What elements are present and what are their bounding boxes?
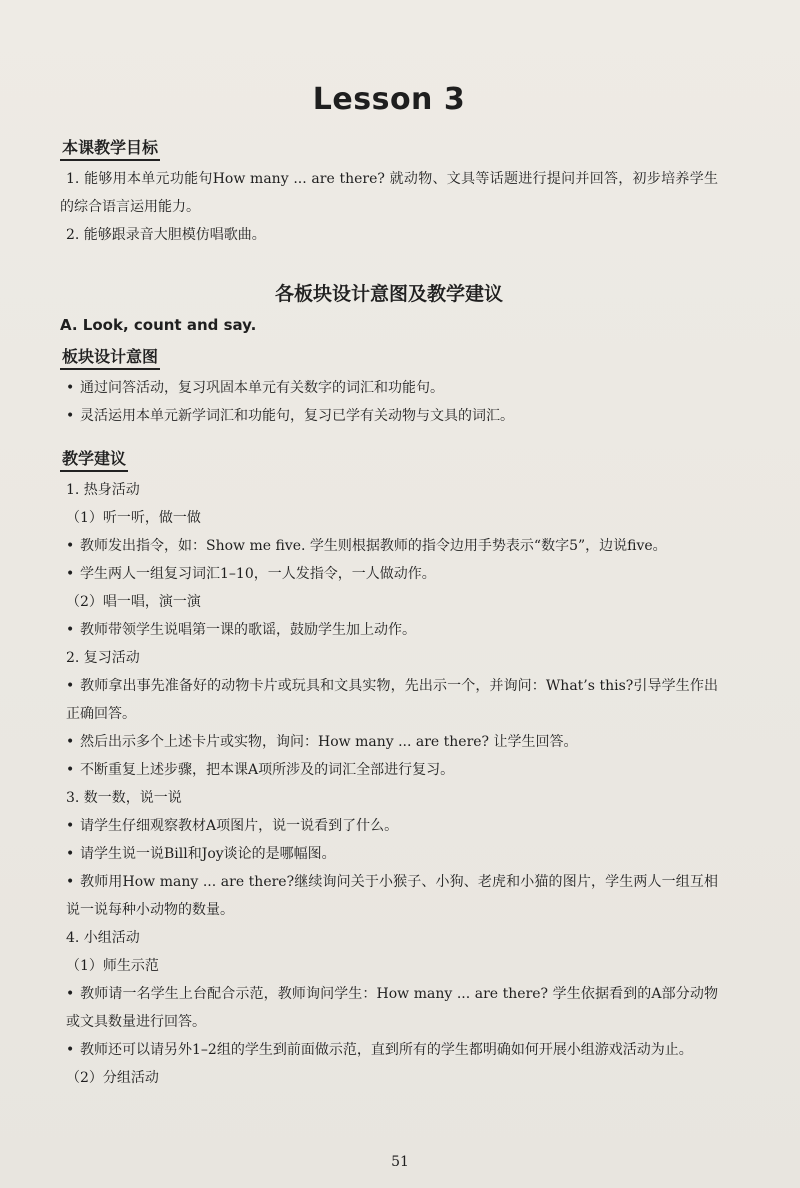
objectives-section xyxy=(60,127,718,249)
teaching-steps xyxy=(60,476,718,1092)
bullet-icon: • xyxy=(66,538,75,554)
intent-heading: 板块设计意图 xyxy=(60,344,160,370)
bullet-icon: • xyxy=(66,874,75,890)
step-subheading: （1）师生示范 xyxy=(66,958,159,974)
objectives-heading: 本课教学目标 xyxy=(60,135,160,161)
lesson-title: Lesson 3 xyxy=(312,82,466,117)
step-heading: 2. 复习活动 xyxy=(66,650,140,666)
bullet-icon: • xyxy=(66,566,75,582)
step-heading: 4. 小组活动 xyxy=(66,930,140,946)
step-subheading: （2）唱一唱，演一演 xyxy=(66,594,201,610)
intent-item: • 通过问答活动，复习巩固本单元有关数字的词汇和功能句。 xyxy=(60,374,718,402)
step-bullet: • 教师带领学生说唱第一课的歌谣，鼓励学生加上动作。 xyxy=(60,616,718,644)
step-bullet: • 学生两人一组复习词汇1–10，一人发指令，一人做动作。 xyxy=(60,560,718,588)
step-bullet: • 请学生仔细观察教材A项图片，说一说看到了什么。 xyxy=(60,812,718,840)
step-bullet: • 教师请一名学生上台配合示范，教师询问学生：How many ... are there? 学生依据看到的A部分动物或文具数量进行回答。 xyxy=(60,980,718,1036)
bullet-icon: • xyxy=(66,380,75,396)
section-a-title: A. Look, count and say. xyxy=(60,316,257,334)
bullet-icon: • xyxy=(66,986,75,1002)
step-bullet: • 教师还可以请另外1–2组的学生到前面做示范，直到所有的学生都明确如何开展小组游戏活动为止。 xyxy=(60,1036,718,1064)
bullet-icon: • xyxy=(66,734,75,750)
step-bullet: • 然后出示多个上述卡片或实物，询问：How many ... are there? 让学生回答。 xyxy=(60,728,718,756)
bullet-icon: • xyxy=(66,1042,75,1058)
bullet-icon: • xyxy=(66,818,75,834)
step-heading: 1. 热身活动 xyxy=(66,482,140,498)
step-subheading: （1）听一听，做一做 xyxy=(66,510,201,526)
bullet-icon: • xyxy=(66,678,75,694)
step-bullet: • 请学生说一说Bill和Joy谈论的是哪幅图。 xyxy=(60,840,718,868)
intent-item: • 灵活运用本单元新学词汇和功能句，复习已学有关动物与文具的词汇。 xyxy=(60,402,718,430)
objective-item-1: 1. 能够用本单元功能句How many ... are there? 就动物、文具等话题进行提问并回答，初步培养学生的综合语言运用能力。 xyxy=(60,171,718,215)
bullet-icon: • xyxy=(66,762,75,778)
step-bullet: • 教师用How many ... are there?继续询问关于小猴子、小狗、老虎和小猫的图片，学生两人一组互相说一说每种小动物的数量。 xyxy=(60,868,718,924)
objective-item-2: 2. 能够跟录音大胆模仿唱歌曲。 xyxy=(66,227,266,243)
step-bullet: • 教师拿出事先准备好的动物卡片或玩具和文具实物，先出示一个，并询问：What’s this?引导学生作出正确回答。 xyxy=(60,672,718,728)
step-bullet: • 不断重复上述步骤，把本课A项所涉及的词汇全部进行复习。 xyxy=(60,756,718,784)
page-number: 51 xyxy=(391,1154,409,1170)
suggest-heading: 教学建议 xyxy=(60,446,128,472)
step-subheading: （2）分组活动 xyxy=(66,1070,159,1086)
bullet-icon: • xyxy=(66,846,75,862)
intent-list xyxy=(60,374,718,430)
section-a xyxy=(60,316,718,1092)
step-heading: 3. 数一数，说一说 xyxy=(66,790,182,806)
bullet-icon: • xyxy=(66,408,75,424)
step-bullet: • 教师发出指令，如：Show me five. 学生则根据教师的指令边用手势表示“数字5”，边说five。 xyxy=(60,532,718,560)
design-title: 各板块设计意图及教学建议 xyxy=(274,283,503,305)
bullet-icon: • xyxy=(66,622,75,638)
